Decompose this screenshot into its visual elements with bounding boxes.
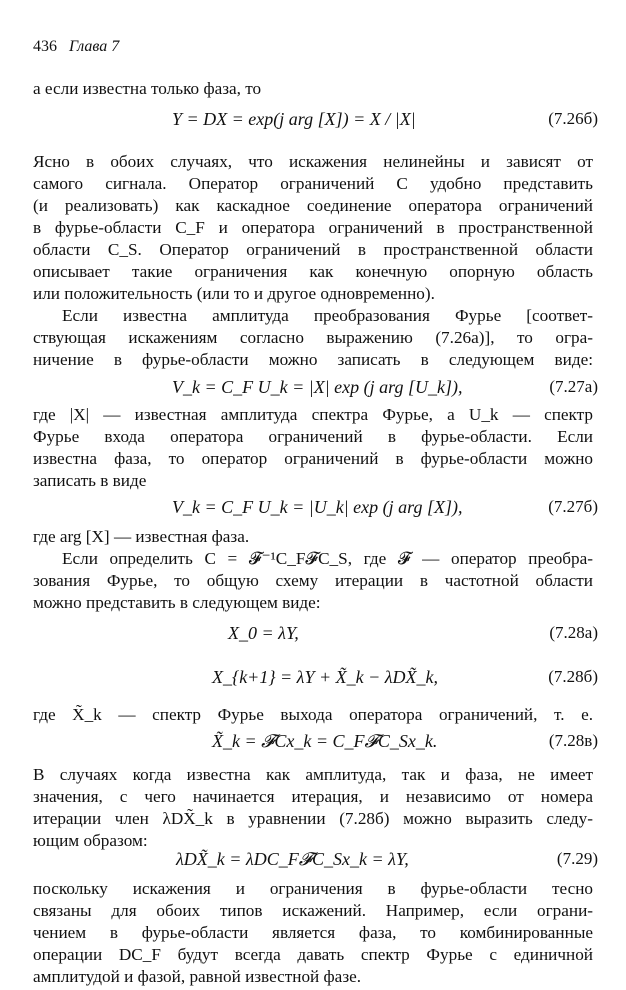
equation-number: (7.27б)	[548, 497, 598, 516]
text-line: (и реализовать) как каскадное соединение оператора ограничений	[33, 196, 593, 215]
equation-7-27b	[0, 494, 626, 520]
text-line: можно представить в следующем виде:	[33, 593, 321, 612]
text-line: связаны для обоих типов искажений. Например, если ограни-	[33, 901, 593, 920]
page-header	[33, 38, 119, 56]
equation-7-29	[0, 846, 626, 872]
text-line: где |X| — известная амплитуда спектра Фурье, а U_k — спектр	[33, 405, 593, 424]
text-line: или положительность (или то и другое одновременно).	[33, 284, 435, 303]
text-line: где X̃_k — спектр Фурье выхода оператора ограничений, т. е.	[33, 705, 593, 724]
page-number: 436	[33, 38, 57, 55]
text-line: Ясно в обоих случаях, что искажения нелинейны и зависят от	[33, 152, 593, 171]
text-line: ствующая искажениям согласно выражению (7.26а)], то огра-	[33, 328, 593, 347]
equation-7-28b	[0, 664, 626, 690]
equation-7-28v	[0, 728, 626, 754]
text-line: итерации член λDX̃_k в уравнении (7.28б) можно выразить следу-	[33, 809, 593, 828]
text-line: поскольку искажения и ограничения в фурье-области тесно	[33, 879, 593, 898]
equation-formula: X_{k+1} = λY + X̃_k − λDX̃_k,	[212, 667, 439, 687]
text-line: В случаях когда известна как амплитуда, так и фаза, не имеет	[33, 765, 593, 784]
equation-7-26b	[0, 106, 626, 132]
equation-formula: V_k = C_F U_k = |X| exp (j arg [U_k]),	[172, 377, 463, 397]
equation-formula: X̃_k = 𝓕Cx_k = C_F𝓕C_Sx_k.	[212, 731, 438, 751]
chapter-title: Глава 7	[69, 38, 120, 55]
equation-formula: X_0 = λY,	[228, 623, 299, 643]
equation-formula: Y = DX = exp(j arg [X]) = X / |X|	[172, 109, 416, 129]
text-line: Фурье входа оператора ограничений в фурье-области. Если	[33, 427, 593, 446]
text-line: записать в виде	[33, 471, 147, 490]
text-line: значения, с чего начинается итерация, и независимо от номера	[33, 787, 593, 806]
equation-number: (7.28а)	[549, 623, 598, 642]
equation-number: (7.28б)	[548, 667, 598, 686]
text-line: области C_S. Оператор ограничений в пространственной области	[33, 240, 593, 259]
equation-number: (7.26б)	[548, 109, 598, 128]
text-line: Если известна амплитуда преобразования Фурье [соответ-	[62, 306, 593, 325]
text-line: операции DC_F будут всегда давать спектр Фурье с единичной	[33, 945, 593, 964]
text-line: Если определить C = 𝓕⁻¹C_F𝓕C_S, где 𝓕 — оператор преобра-	[62, 549, 593, 568]
equation-number: (7.27а)	[549, 377, 598, 396]
text-line: зования Фурье, то общую схему итерации в частотной области	[33, 571, 593, 590]
equation-7-27a	[0, 374, 626, 400]
text-line: ющим образом:	[33, 831, 148, 850]
text-line: а если известна только фаза, то	[33, 79, 262, 98]
text-line: описывает такие ограничения как конечную опорную область	[33, 262, 593, 281]
equation-number: (7.29)	[556, 849, 598, 868]
equation-7-28a	[0, 620, 626, 646]
text-line: чением в фурье-области является фаза, то комбинированные	[33, 923, 593, 942]
text-line: где arg [X] — известная фаза.	[33, 527, 250, 546]
text-line: в фурье-области C_F и оператора ограничений в пространственной	[33, 218, 593, 237]
equation-number: (7.28в)	[548, 731, 598, 750]
equation-formula: V_k = C_F U_k = |U_k| exp (j arg [X]),	[172, 497, 463, 517]
equation-formula: λDX̃_k = λDC_F𝓕C_Sx_k = λY,	[176, 849, 409, 869]
text-line: известна фаза, то оператор ограничений в фурье-области можно	[33, 449, 593, 468]
text-line-overflow: амплитудой и фазой, равной известной фазе.	[33, 967, 362, 986]
text-line: самого сигнала. Оператор ограничений C удобно представить	[33, 174, 593, 193]
text-line: ничение в фурье-области можно записать в следующем виде:	[33, 350, 593, 369]
